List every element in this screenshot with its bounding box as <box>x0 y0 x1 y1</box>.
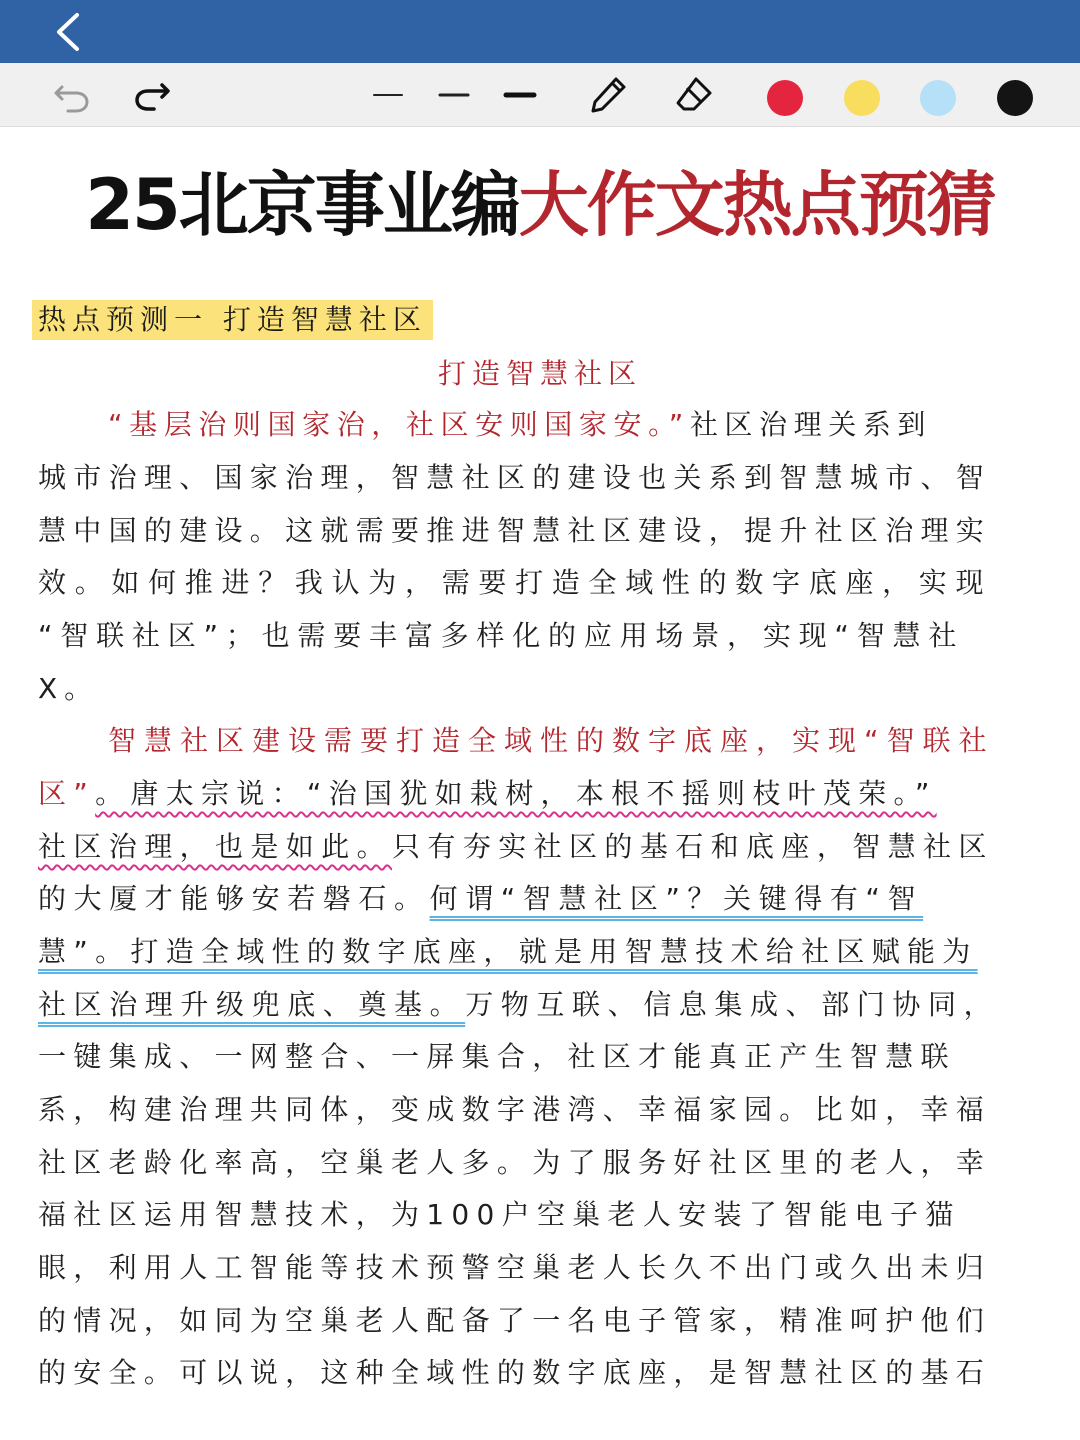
redo-button[interactable] <box>128 73 176 117</box>
page-title <box>0 160 1080 250</box>
wavy-underlined-text: 。唐太宗说：“治国犹如栽树，本根不摇则枝叶茂荣。” <box>95 777 937 810</box>
text-line: 城市治理、国家治理，智慧社区的建设也关系到智慧城市、智 <box>38 461 992 494</box>
pen-button[interactable] <box>584 73 632 117</box>
text-line <box>108 403 932 447</box>
text-line <box>38 930 978 974</box>
color-blue-swatch[interactable] <box>920 80 956 116</box>
text-segment: 区” <box>38 777 96 810</box>
annotation-toolbar <box>0 63 1080 127</box>
text-line: 慧中国的建设。这就需要推进智慧社区建设，提升社区治理实 <box>38 514 992 547</box>
double-underlined-text: 社区治理升级兜底、奠基。 <box>38 988 466 1021</box>
text-segment: 万物互联、信息集成、部门协同， <box>465 988 1000 1021</box>
back-button[interactable] <box>44 8 92 56</box>
title-red-part: 大作文热点预猜 <box>518 164 995 246</box>
stroke-thin-button[interactable] <box>368 73 408 117</box>
text-segment: 只有夯实社区的基石和底座，智慧社区 <box>392 830 994 863</box>
title-black-part: 25北京事业编 <box>85 164 519 246</box>
pen-icon <box>588 75 628 115</box>
text-line: 一键集成、一网整合、一屏集合，社区才能真正产生智慧联 <box>38 1040 956 1073</box>
text-line: “智联社区”；也需要丰富多样化的应用场景，实现“智慧社 <box>38 619 965 652</box>
text-line: 的情况，如同为空巢老人配备了一名电子管家，精准呵护他们 <box>38 1304 992 1337</box>
section-tag: 热点预测一 打造智慧社区 <box>32 300 433 340</box>
wavy-underlined-text: 社区治理，也是如此。 <box>38 830 393 863</box>
eraser-icon <box>674 75 714 115</box>
text-line: X。 <box>38 672 100 705</box>
redo-icon <box>132 75 172 115</box>
text-line: 福社区运用智慧技术，为100户空巢老人安装了智能电子猫 <box>38 1198 961 1231</box>
text-line <box>38 983 999 1027</box>
text-line: 系，构建治理共同体，变成数字港湾、幸福家园。比如，幸福 <box>38 1093 992 1126</box>
double-underlined-text: 慧”。打造全域性的数字底座，就是用智慧技术给社区赋能为 <box>38 935 978 968</box>
color-yellow-swatch[interactable] <box>844 80 880 116</box>
thin-line-icon <box>371 90 405 100</box>
stroke-medium-button[interactable] <box>434 73 474 117</box>
thick-line-icon <box>503 90 537 100</box>
undo-button[interactable] <box>48 73 96 117</box>
text-line <box>38 772 937 816</box>
text-segment: 社区治理关系到 <box>689 408 933 441</box>
chevron-left-icon <box>53 12 83 52</box>
text-line <box>38 877 923 921</box>
subheading: 打造智慧社区 <box>437 357 642 390</box>
text-line: 的安全。可以说，这种全域性的数字底座，是智慧社区的基石 <box>38 1356 992 1389</box>
text-line: 社区老龄化率高，空巢老人多。为了服务好社区里的老人，幸 <box>38 1146 992 1179</box>
color-black-swatch[interactable] <box>997 80 1033 116</box>
text-segment: 的大厦才能够安若磐石。 <box>38 882 430 915</box>
text-line <box>38 825 994 869</box>
text-line: 效。如何推进？我认为，需要打造全域性的数字底座，实现 <box>38 566 993 599</box>
text-line: 眼，利用人工智能等技术预警空巢老人长久不出门或久出未归 <box>38 1251 992 1284</box>
quote-text: “基层治则国家治，社区安则国家安。” <box>108 408 690 441</box>
medium-line-icon <box>437 90 471 100</box>
stroke-thick-button[interactable] <box>500 73 540 117</box>
text-line: 智慧社区建设需要打造全域性的数字底座，实现“智联社 <box>108 724 995 757</box>
double-underlined-text: 何谓“智慧社区”？关键得有“智 <box>429 882 924 915</box>
eraser-button[interactable] <box>670 73 718 117</box>
color-red-swatch[interactable] <box>767 80 803 116</box>
top-bar <box>0 0 1080 63</box>
undo-icon <box>52 75 92 115</box>
